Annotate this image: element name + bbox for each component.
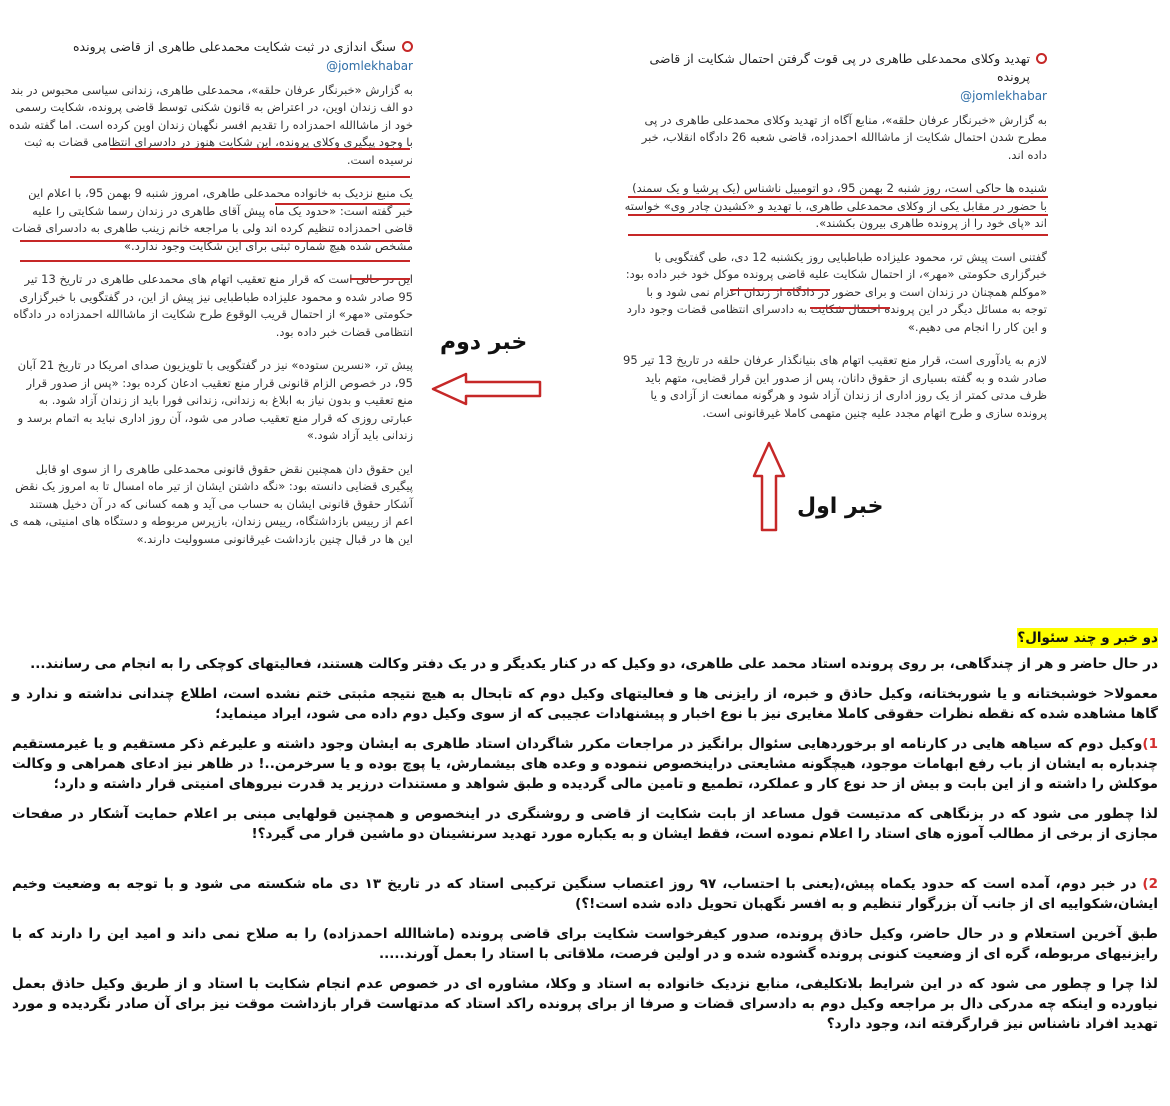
right-article [622, 50, 1047, 438]
right-paragraph-3: گفتنی است پیش تر، محمود علیزاده طباطبایی روز یکشنبه 12 دی، طی گفتگویی با خبرگزاری حکومتی «مهر»، از احتمال شکایت علیه قاضی پرونده موکل خود خبر داده بود: «موکلم همچنان در زندان است و برای حضور در دادگاه از زندان اعزام نمی شود و با توجه به مسائل دیگر در این پرونده احتمال شکایت به دادسرای انتظامی قضات وجود دارد و این کار را انجام می دهیم.» [625, 249, 1047, 334]
left-paragraph-2: یک منبع نزدیک به خانواده محمدعلی طاهری، امروز شنبه 9 بهمن 95، با اعلام این خبر گفته است: «حدود یک ماه پیش آقای طاهری در زندان رسما شکایتی را علیه قاضی احمدزاده تنظیم کرده اند ولی با مراجعه خانم زینب طاهری به دادسرای قضات مشخص شده هیچ شماره ثبتی برای این شکایت وجود ندارد.» [11, 186, 413, 253]
question-1-text: وکیل دوم که سیاهه هایی در کارنامه او برخوردهایی سئوال برانگیز در مراجعات مکرر شاگردان استاد طاهری به ایشان وجود داشته و علیرغم ذکر مستقیم و یا غیرمستقیم چندباره به ایشان از باب رفع ابهامات موجود، هیچگونه مشایعتی دراینخصوص ننموده و وعده های بیشمارش، یا پوچ بوده و یا سرخرمن..! در ظاهر نیز ادعای همراهی و وکالت موکلش را داشته و از این بابت و بیش از حد نوع کار و عملکرد، تطمیع و تامین مالی گردیده و طبق شواهد و مستندات درزیر ید قدرت نیروهای امنیتی قرار داشته و دارد؛ [12, 736, 1158, 792]
commentary-paragraph-2: معمولا< خوشبختانه و یا شوربختانه، وکیل حاذق و خبره، از رایزنی ها و فعالیتهای وکیل دوم که تابحال به هیچ نتیجه مثبتی ختم نشده است، اطلاع چندانی نداشته و ندارد و گاها مشاهده شده که نقطه نظرات حقوقی کاملا مغایری نیز با نوع اخبار و پیشنهادات عجیبی که از سوی وکیل دوم داده می شود، ایراد مینماید؛ [12, 686, 1158, 722]
bullet-circle-icon [402, 41, 413, 52]
right-headline-row [622, 50, 1047, 86]
underline-mark [20, 240, 410, 242]
commentary-paragraph-3: لذا چطور می شود که در بزنگاهی که مدتیست قول مساعد از بابت شکایت از قاضی و روشنگری در اینخصوص و همچنین قولهایی مبنی بر اعلام حمایت آشکار در صفحات مجازی از برخی از مطالب آموزه های استاد را اعلام نموده است، فقط ایشان و به یکباره مورد تهدید سرنشینان دو ماشین قرار می گیرد؟! [12, 806, 1158, 842]
right-paragraph-2: شنیده ها حاکی است، روز شنبه 2 بهمن 95، دو اتومبیل ناشناس (یک پرشیا و یک سمند) با حضور در مقابل یکی از وکلای محمدعلی طاهری، با تهدید و «کشیدن چادر وی» خواسته اند «پای خود را از پرونده طاهری بیرون بکشند». [624, 181, 1047, 230]
question-2 [12, 874, 1158, 914]
commentary-paragraph-5: لذا چرا و چطور می شود که در این شرایط بلاتکلیفی، منابع نزدیک خانواده به استاد و وکلا، مشاوره ای در خصوص عدم انجام شکایت با استاد و از طریق وکیل حاذق بعمل نیاورده و اینکه چه مدرکی دال بر مراجعه وکیل دوم به دادسرای قضات و صرفا از برای پرونده راکد استاد که مدتهاست قرار بازداشت موقت نیز برای آن صادر نگردیده و مورد تهدید افراد ناشناس نیز قرارگرفته اند، وجود دارد؟ [12, 976, 1158, 1032]
question-1-number: 1) [1142, 736, 1158, 752]
right-handle[interactable]: @jomlekhabar [960, 89, 1047, 103]
underline-mark [350, 278, 410, 280]
left-article [8, 38, 413, 564]
commentary [12, 628, 1158, 1044]
underline-mark [628, 196, 1048, 198]
left-paragraph-5: این حقوق دان همچنین نقض حقوق قانونی محمدعلی طاهری را از سوی او قابل پیگیری قضایی دانسته بود: «نگه داشتن ایشان از تیر ماه امسال تا به امروز یک نقض آشکار حقوق قانونی ایشان به حساب می آید و همه کسانی که در آن دخیل هستند اعم از رییس بازداشتگاه، رییس زندان، بازپرس مربوطه و دستگاه های امنیتی، همه ی این ها در قبال چنین بازداشت غیرقانونی مسوولیت دارند.» [9, 461, 413, 546]
right-paragraph-1: به گزارش «خبرنگار عرفان حلقه»، منابع آگاه از تهدید وکلای محمدعلی طاهری در پی مطرح شدن احتمال شکایت از ماشاالله احمدزاده، قاضی شعبه 26 دادگاه انقلاب، خبر داده اند. [641, 112, 1047, 162]
underline-mark [20, 260, 410, 262]
right-headline: تهدید وکلای محمدعلی طاهری در پی قوت گرفتن احتمال شکایت از قاضی پرونده [649, 51, 1030, 84]
commentary-paragraph-4: طبق آخرین استعلام و در حال حاضر، وکیل حاذق پرونده، صدور کیفرخواست شکایت برای قاضی پرونده (ماشاالله احمدزاده) را به صلاح نمی داند و امید این را دارند که با رایزنیهای مربوطه، گره ای از وضعیت کنونی پرونده گشوده شده و در اولین فرصت، ملاقاتی با استاد را بعمل آورند..... [12, 926, 1158, 962]
question-2-number: 2) [1142, 876, 1158, 892]
question-1 [12, 734, 1158, 794]
underline-mark [730, 289, 830, 291]
left-paragraph-1: به گزارش «خبرنگار عرفان حلقه»، محمدعلی طاهری، زندانی سیاسی محبوس در بند دو الف زندان اوین، در اعتراض به قانون شکنی توسط قاضی پرونده، شکایت رسمی خود از ماشاالله احمدزاده را تقدیم افسر نگهبان زندان اوین کرده است. اما گفته شده با وجود پیگیری وکلای پرونده، این شکایت هنوز در دادسرای انتظامی قضات به ثبت نرسیده است. [8, 82, 413, 167]
left-headline-row [8, 38, 413, 56]
underline-mark [810, 307, 890, 309]
question-2-text: در خبر دوم، آمده است که حدود یکماه پیش،(یعنی با احتساب، ۹۷ روز اعتصاب سنگین ترکیبی استاد که در تاریخ ۱۳ دی ماه شکسته می شود و با توجه به وضعیت وخیم ایشان،شکواییه ای از جانب آن بزرگوار تنظیم و به افسر نگهبان تحویل داده شده است!؟) [12, 876, 1158, 912]
second-news-label: خبر دوم [440, 330, 528, 355]
first-news-label: خبر اول [797, 494, 884, 519]
left-paragraph-4: پیش تر، «نسرین ستوده» نیز در گفتگویی با تلویزیون صدای امریکا در تاریخ 21 آبان 95، در خصوص الزام قانونی قرار منع تعقیب ادعان کرده بود: «پس از صدور قرار منع تعقیب و بدون نیاز به ابلاغ به زندانی، زندانی فورا باید از زندان آزاد شود. به عبارتی روزی که قرار منع تعقیب صادر می شود، آن روز اداری نباید به اتمام برسد و زندانی باید آزاد شود.» [17, 358, 413, 442]
left-arrow-icon [430, 372, 542, 406]
underline-mark [628, 234, 1048, 236]
commentary-title: دو خبر و چند سئوال؟ [1017, 630, 1158, 646]
right-paragraph-4: لازم به یادآوری است، قرار منع تعقیب اتهام های بنیانگذار عرفان حلقه در تاریخ 13 تیر 95 صادر شده و به گفته بسیاری از حقوق دانان، پس از صدور این قرار قضایی، متهم باید ظرف مدتی کمتر از یک روز اداری از زندان آزاد شود و هرگونه ممانعت از آزادی و یا پرونده سازی و طرح اتهام مجدد علیه چنین متهمی کاملا غیرقانونی است. [623, 353, 1047, 420]
underline-mark [628, 214, 1048, 216]
up-arrow-icon [752, 440, 786, 532]
underline-mark [70, 176, 410, 178]
underline-mark [275, 203, 410, 205]
left-handle[interactable]: @jomlekhabar [326, 59, 413, 73]
bullet-circle-icon [1036, 53, 1047, 64]
commentary-paragraph-1: در حال حاضر و هر از چندگاهی، بر روی پرونده استاد محمد علی طاهری، دو وکیل که در کنار یکدیگر و در یک دفتر وکالت هستند، فعالیتهای کوچکی را به انجام می رسانند... [30, 656, 1158, 672]
underline-mark [110, 148, 410, 150]
left-paragraph-3: این در حالی است که قرار منع تعقیب اتهام های محمدعلی طاهری در تاریخ 13 تیر 95 صادر شده و محمود علیزاده طباطبایی نیز پیش از این، در گفتگویی با خبرگزاری حکومتی «مهر» از احتمال قریب الوقوع طرح شکایت از ماشاالله احمدزاده در دادگاه انتظامی قضات خبر داده بود. [13, 272, 413, 339]
left-headline: سنگ اندازی در ثبت شکایت محمدعلی طاهری از قاضی پرونده [73, 39, 396, 54]
